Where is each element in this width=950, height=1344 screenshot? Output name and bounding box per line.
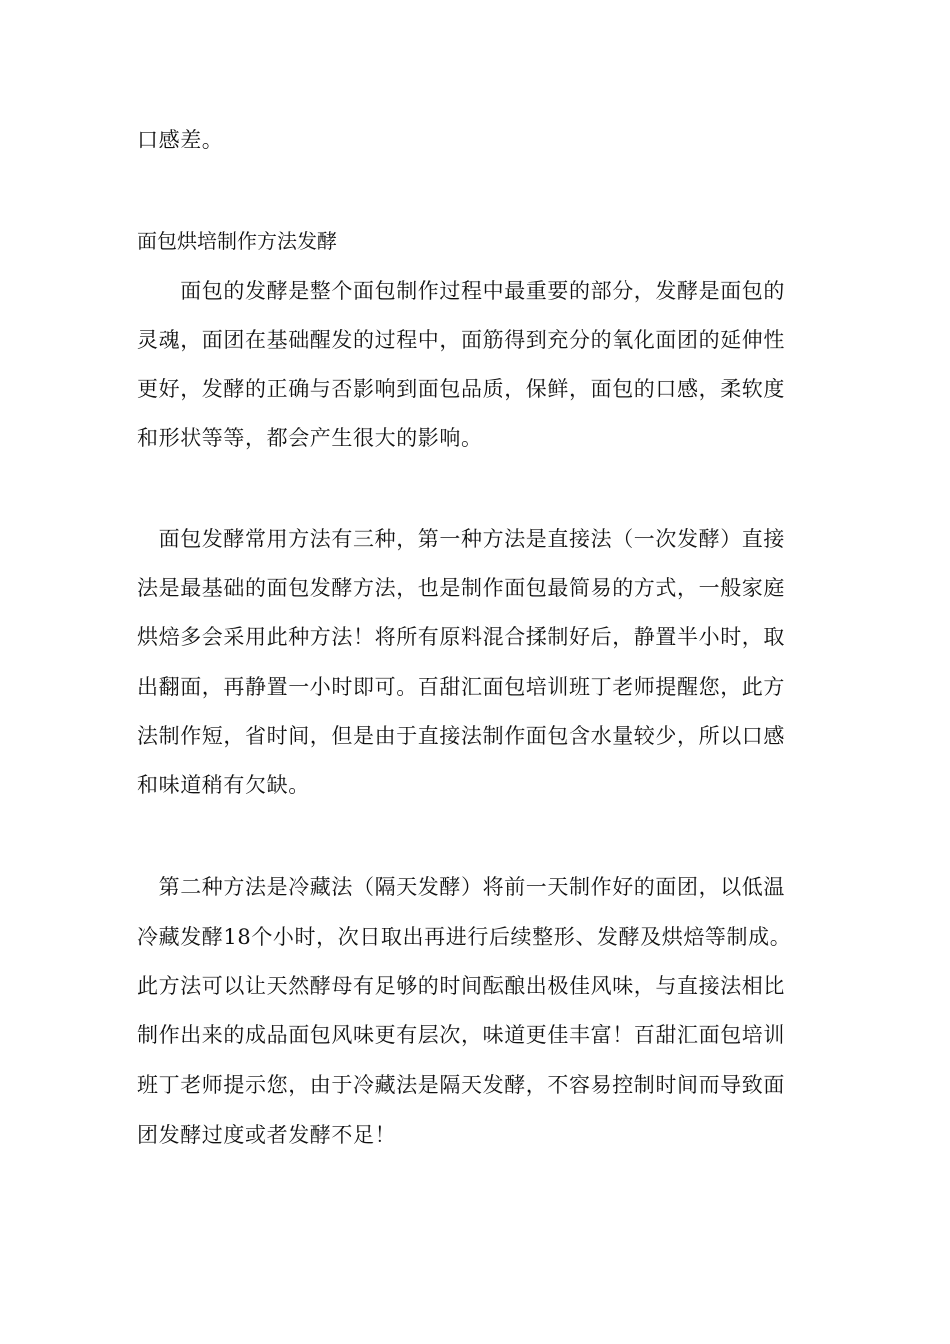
text-line: 面包的发酵是整个面包制作过程中最重要的部分，发酵是面包的 bbox=[137, 279, 785, 303]
text-line: 法制作短，省时间，但是由于直接法制作面包含水量较少，所以口感 bbox=[137, 724, 785, 748]
text-line: 第二种方法是冷藏法（隔天发酵）将前一天制作好的面团，以低温 bbox=[137, 875, 785, 899]
text-line: 法是最基础的面包发酵方法，也是制作面包最简易的方式，一般家庭 bbox=[137, 576, 785, 600]
text-line: 出翻面，再静置一小时即可。百甜汇面包培训班丁老师提醒您，此方 bbox=[137, 675, 785, 699]
text-line: 灵魂，面团在基础醒发的过程中，面筋得到充分的氧化面团的延伸性 bbox=[137, 328, 785, 352]
text-line: 面包发酵常用方法有三种，第一种方法是直接法（一次发酵）直接 bbox=[137, 527, 785, 551]
text-line: 口感差。 bbox=[137, 128, 224, 152]
text-line: 此方法可以让天然酵母有足够的时间酝酿出极佳风味，与直接法相比 bbox=[137, 974, 785, 998]
text-line: 冷藏发酵18个小时，次日取出再进行后续整形、发酵及烘焙等制成。 bbox=[137, 925, 792, 949]
text-line: 班丁老师提示您，由于冷藏法是隔天发酵，不容易控制时间而导致面 bbox=[137, 1073, 785, 1097]
text-line: 和味道稍有欠缺。 bbox=[137, 773, 310, 797]
text-line: 和形状等等，都会产生很大的影响。 bbox=[137, 426, 483, 450]
text-line: 团发酵过度或者发酵不足！ bbox=[137, 1123, 397, 1147]
text-line: 更好，发酵的正确与否影响到面包品质，保鲜，面包的口感，柔软度 bbox=[137, 377, 785, 401]
section-heading: 面包烘培制作方法发酵 bbox=[137, 229, 337, 253]
text-line: 烘焙多会采用此种方法！将所有原料混合揉制好后，静置半小时，取 bbox=[137, 625, 785, 649]
text-line: 制作出来的成品面包风味更有层次，味道更佳丰富！百甜汇面包培训 bbox=[137, 1023, 785, 1047]
